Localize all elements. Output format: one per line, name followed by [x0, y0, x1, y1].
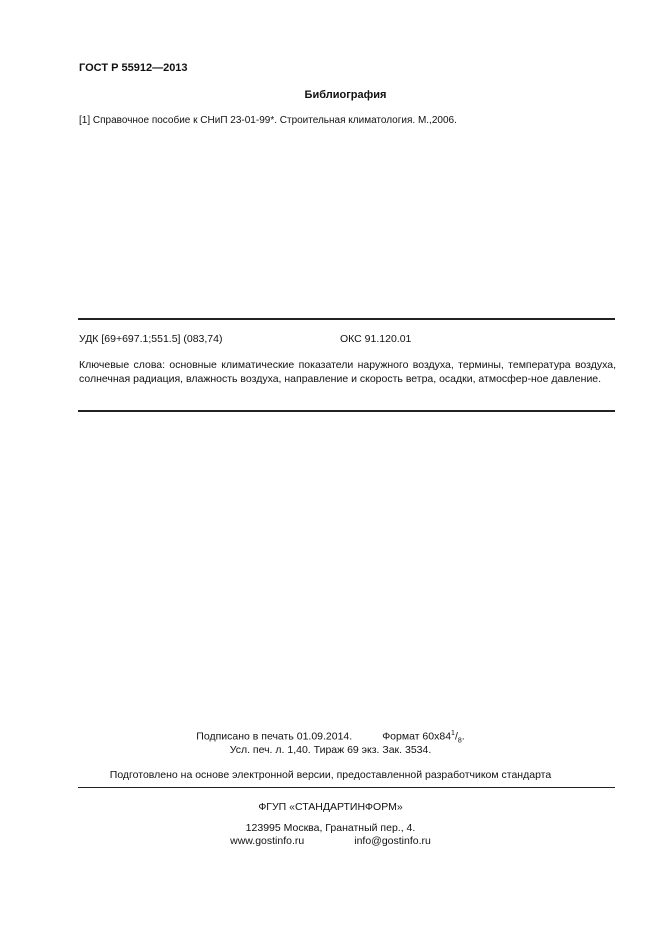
- oks-code: ОКС 91.120.01: [340, 333, 412, 345]
- publisher-contacts: [0, 835, 661, 847]
- imprint-prepared: Подготовлено на основе электронной версии, предоставленной разработчиком стандарта: [109, 769, 552, 781]
- imprint-divider: [78, 787, 615, 788]
- imprint-format-end: .: [461, 730, 465, 743]
- bibliography-title: [0, 89, 661, 101]
- imprint-format-sup: 1: [451, 730, 455, 737]
- bibliography-title-text: Библиография: [304, 89, 387, 101]
- imprint-format: Формат 60х84: [382, 730, 452, 743]
- imprint-format-sub: 8: [457, 737, 462, 745]
- standard-number: ГОСТ Р 55912—2013: [79, 62, 188, 74]
- bottom-divider: [78, 410, 615, 412]
- udk-code: УДК [69+697.1;551.5] (083,74): [79, 333, 223, 345]
- keywords-paragraph: Ключевые слова: основные климатические показатели наружного воздуха, термины, температура воздуха, солнечная радиация, влажность воздуха, направление и скорость ветра, осадки, атмосфер-ное давление.: [79, 359, 616, 385]
- top-divider: [78, 318, 615, 320]
- imprint-signed: Подписано в печать 01.09.2014.: [196, 730, 353, 743]
- publisher-name: ФГУП «СТАНДАРТИНФОРМ»: [258, 801, 403, 813]
- bibliography-reference: [1] Справочное пособие к СНиП 23-01-99*. Строительная климатология. М.,2006.: [79, 115, 457, 126]
- publisher-website[interactable]: www.gostinfo.ru: [230, 835, 305, 847]
- imprint-print-sheets: Усл. печ. л. 1,40. Тираж 69 экз. Зак. 3534.: [229, 744, 432, 756]
- publisher-address: 123995 Москва, Гранатный пер., 4.: [245, 822, 416, 834]
- imprint-signed-line: Подписано в печать 01.09.2014. Формат $60х84^1/_8$.: [196, 730, 465, 745]
- publisher-email[interactable]: info@gostinfo.ru: [354, 835, 431, 847]
